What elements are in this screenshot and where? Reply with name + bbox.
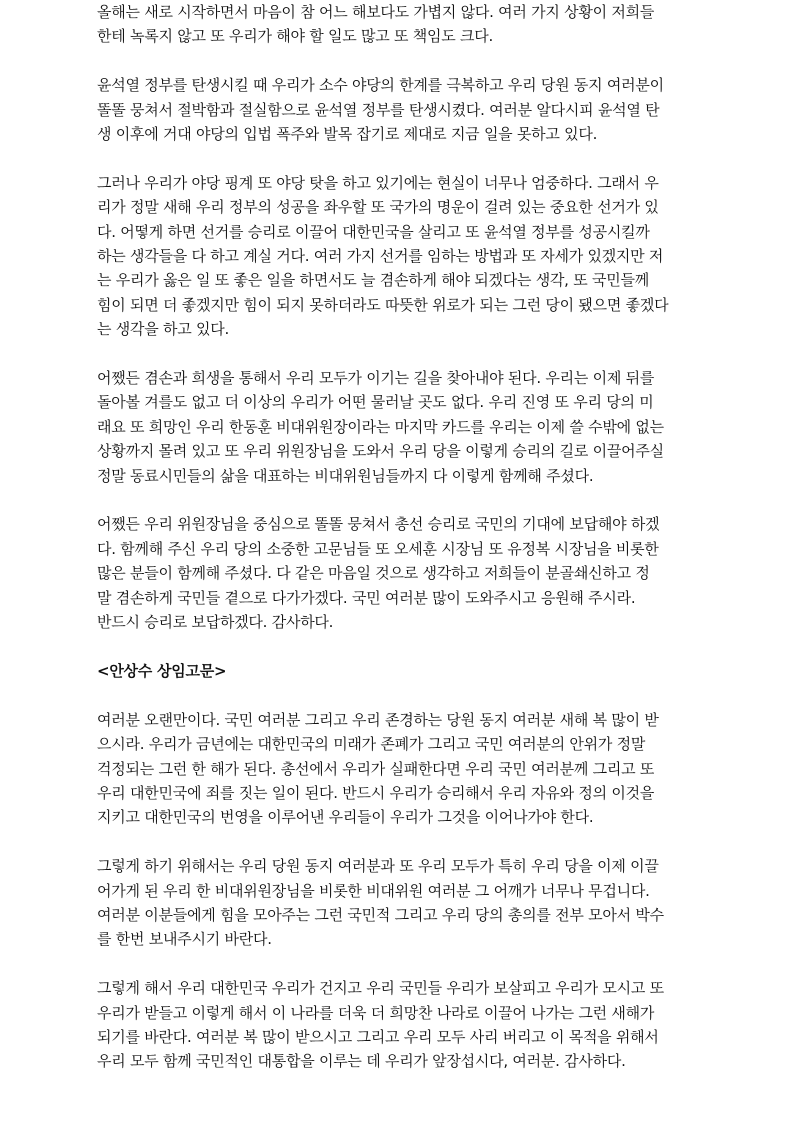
- paragraph-5: 어쨌든 우리 위원장님을 중심으로 똘똘 뭉쳐서 총선 승리로 국민의 기대에 보답해야 하겠 다. 함께해 주신 우리 당의 소중한 고문님들 또 오세훈 시장님 또 유정복 시장님을 비롯한 많은 분들이 함께해 주셨다. 다 같은 마음일 것으로 생각하고 저희들이 분골쇄신하고 정 말 겸손하게 국민들 곁으로 다가가겠다. 국민 여러분 많이 도와주시고 응원해 주시라. 반드시 승리로 보답하겠다. 감사하다.: [97, 515, 660, 632]
- paragraph-1: 올해는 새로 시작하면서 마음이 참 어느 해보다도 가볍지 않다. 여러 가지 상황이 저희들 한테 녹록지 않고 또 우리가 해야 할 일도 많고 또 책임도 크다.: [97, 3, 655, 46]
- paragraph-7: 그렇게 하기 위해서는 우리 당원 동지 여러분과 또 우리 모두가 특히 우리 당을 이제 이끌 어가게 된 우리 한 비대위원장님을 비롯한 비대위원 여러분 그 어깨가 너무나 무겁니다. 여러분 이분들에게 힘을 모아주는 그런 국민적 그리고 우리 당의 총의를 전부 모아서 박수 를 한번 보내주시기 바란다.: [97, 857, 664, 949]
- speaker-heading: <안상수 상임고문>: [97, 661, 227, 680]
- paragraph-4: 어쨌든 겸손과 희생을 통해서 우리 모두가 이기는 길을 찾아내야 된다. 우리는 이제 뒤를 돌아볼 겨를도 없고 더 이상의 우리가 어떤 물러날 곳도 없다. 우리 진영 또 우리 당의 미 래요 또 희망인 우리 한동훈 비대위원장이라는 마지막 카드를 우리는 이제 쓸 수밖에 없는 상황까지 몰려 있고 또 우리 위원장님을 도와서 우리 당을 이렇게 승리의 길로 이끌어주실 정말 동료시민들의 삶을 대표하는 비대위원님들까지 다 이렇게 함께해 주셨다.: [97, 369, 664, 485]
- paragraph-8: 그렇게 해서 우리 대한민국 우리가 건지고 우리 국민들 우리가 보살피고 우리가 모시고 또 우리가 받들고 이렇게 해서 이 나라를 더욱 더 희망찬 나라로 이끌어 나가는 그런 새해가 되기를 바란다. 여러분 복 많이 받으시고 그리고 우리 모두 사리 버리고 이 목적을 위해서 우리 모두 함께 국민적인 대통합을 이루는 데 우리가 앞장섭시다, 여러분. 감사하다.: [97, 979, 664, 1071]
- paragraph-2: 윤석열 정부를 탄생시킬 때 우리가 소수 야당의 한계를 극복하고 우리 당원 동지 여러분이 똘똘 뭉쳐서 절박함과 절실함으로 윤석열 정부를 탄생시켰다. 여러분 알다시피 윤석열 탄 생 이후에 거대 야당의 입법 폭주와 발목 잡기로 제대로 지금 일을 못하고 있다.: [97, 76, 664, 144]
- paragraph-3: 그러나 우리가 야당 핑계 또 야당 탓을 하고 있기에는 현실이 너무나 엄중하다. 그래서 우 리가 정말 새해 우리 정부의 성공을 좌우할 또 국가의 명운이 걸려 있는 중요한 선거가 있 다. 어떻게 하면 선거를 승리로 이끌어 대한민국을 살리고 또 윤석열 정부를 성공시킬까 하는 생각들을 다 하고 계실 거다. 여러 가지 선거를 임하는 방법과 또 자세가 있겠지만 저 는 우리가 옳은 일 또 좋은 일을 하면서도 늘 겸손하게 해야 되겠다는 생각, 또 국민들께 힘이 되면 더 좋겠지만 힘이 되지 못하더라도 따뜻한 위로가 되는 그런 당이 됐으면 좋겠다 는 생각을 하고 있다.: [97, 173, 669, 339]
- document-body: [97, 0, 697, 1098]
- paragraph-6: 여러분 오랜만이다. 국민 여러분 그리고 우리 존경하는 당원 동지 여러분 새해 복 많이 받 으시라. 우리가 금년에는 대한민국의 미래가 존폐가 그리고 국민 여러분의 안위가 정말 걱정되는 그런 한 해가 된다. 총선에서 우리가 실패한다면 우리 국민 여러분께 그리고 또 우리 대한민국에 죄를 짓는 일이 된다. 반드시 우리가 승리해서 우리 자유와 정의 이것을 지키고 대한민국의 번영을 이루어낸 우리들이 우리가 그것을 이어나가야 한다.: [97, 710, 659, 827]
